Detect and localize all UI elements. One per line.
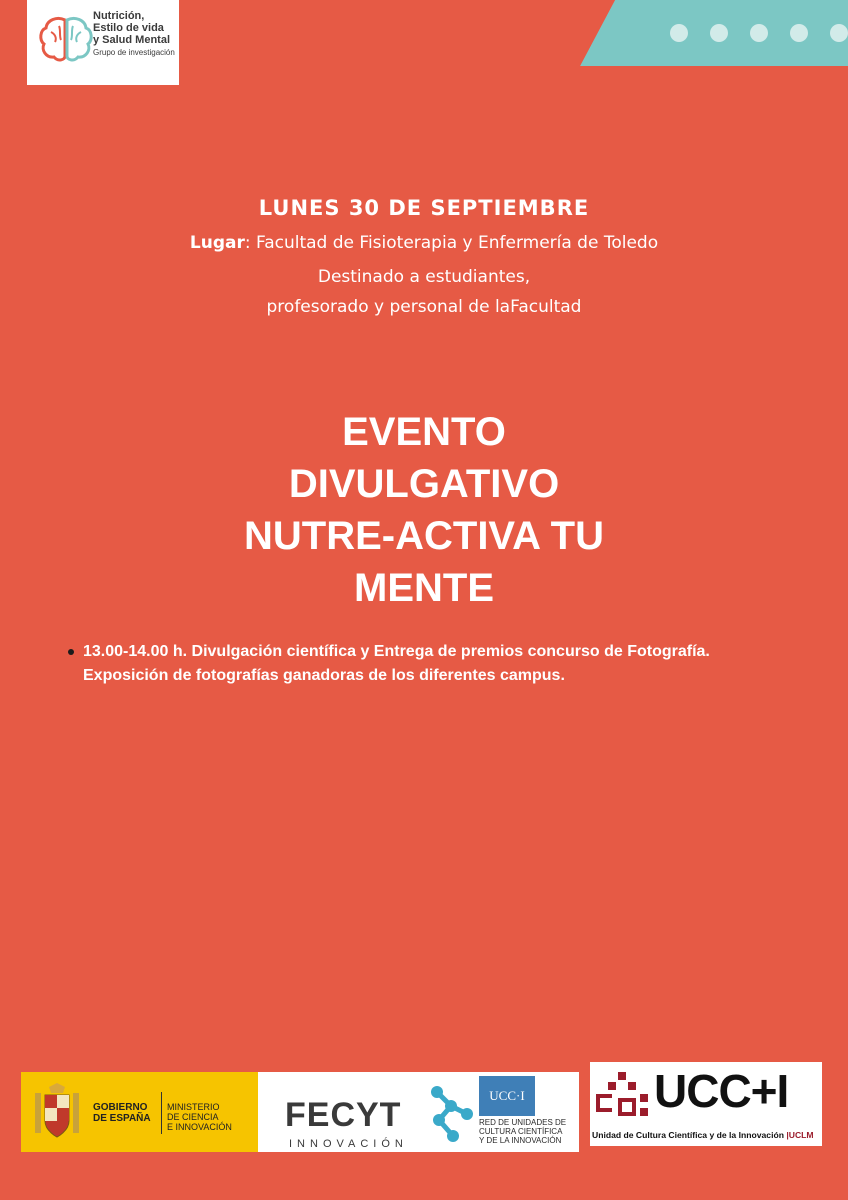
event-audience (0, 262, 848, 322)
decorative-dots (670, 24, 848, 42)
fecyt-logo (267, 1080, 477, 1150)
ucci-badge: UCC·I (479, 1076, 535, 1116)
ucci-line: RED DE UNIDADES DE (479, 1118, 567, 1127)
title-line: NUTRE-ACTIVA TU (244, 514, 604, 558)
dot-icon (670, 24, 688, 42)
event-date: LUNES 30 DE SEPTIEMBRE (258, 196, 590, 220)
divider (161, 1092, 162, 1134)
sponsor-strip (21, 1072, 579, 1152)
logo-line: Nutrición, (93, 10, 145, 22)
audience-line: Destinado a estudiantes, (317, 267, 531, 287)
molecule-icon (427, 1084, 477, 1146)
ministry-line: E INNOVACIÓN (167, 1122, 232, 1132)
fecyt-subtitle: INNOVACIÓN (289, 1138, 408, 1150)
audience-line: profesorado y personal de laFacultad (266, 297, 582, 317)
coat-of-arms-icon (31, 1083, 83, 1141)
ministry-line: MINISTERIO (167, 1102, 220, 1112)
uclm-tag: |UCLM (783, 1130, 814, 1140)
dot-icon (710, 24, 728, 42)
schedule-line: 13.00-14.00 h. Divulgación científica y Entrega de premios concurso de Fotografía. (83, 643, 710, 660)
ucci-line: CULTURA CIENTÍFICA (479, 1127, 563, 1136)
event-place (0, 233, 848, 253)
ministry-line: DE CIENCIA (167, 1112, 219, 1122)
fecyt-name: FECYT (285, 1096, 402, 1134)
ucci-line: Y DE LA INNOVACIÓN (479, 1136, 562, 1145)
logo-subtitle: Grupo de investigación (93, 48, 175, 57)
title-line: DIVULGATIVO (288, 462, 560, 506)
logo-line: y Salud Mental (93, 34, 171, 46)
bullet-icon (68, 649, 74, 655)
title-line: EVENTO (342, 410, 506, 454)
place-text: : Facultad de Fisioterapia y Enfermería de Toledo (244, 233, 659, 253)
brain-icon (37, 14, 95, 64)
title-line: MENTE (354, 566, 494, 610)
schedule-line: Exposición de fotografías ganadoras de los diferentes campus. (83, 667, 565, 684)
research-group-logo (27, 0, 179, 85)
ucc-subtitle (592, 1130, 814, 1140)
dot-icon (830, 24, 848, 42)
dot-icon (750, 24, 768, 42)
ucc-mark-icon (594, 1068, 652, 1120)
logo-line: Estilo de vida (93, 22, 164, 34)
government-logo (21, 1072, 258, 1152)
dot-icon (790, 24, 808, 42)
ucc-name: UCC+I (654, 1065, 789, 1117)
gov-line: GOBIERNO (93, 1102, 148, 1113)
ucc-uclm-logo (590, 1062, 822, 1146)
schedule-item (68, 640, 788, 688)
gov-line: DE ESPAÑA (93, 1113, 151, 1124)
place-label: Lugar (189, 233, 245, 253)
ucc-subtitle-text: Unidad de Cultura Científica y de la Innovación (592, 1130, 784, 1140)
event-title (0, 406, 848, 614)
ucci-network-logo (479, 1072, 579, 1152)
